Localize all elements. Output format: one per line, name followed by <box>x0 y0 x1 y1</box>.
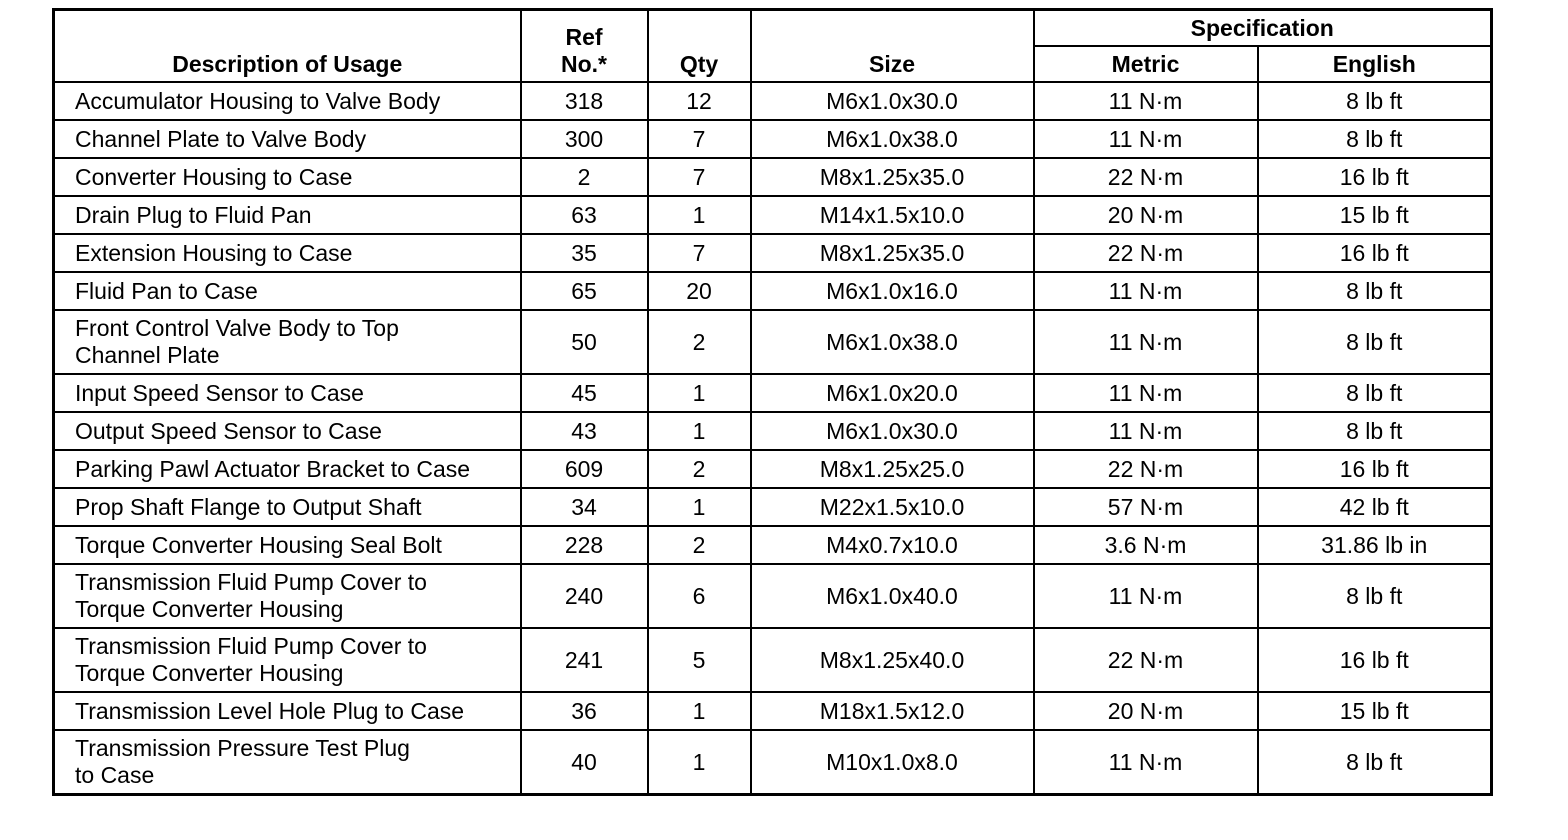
cell-size: M8x1.25x40.0 <box>751 628 1034 692</box>
cell-ref-no: 45 <box>521 374 648 412</box>
cell-description <box>54 310 521 374</box>
description-line: Transmission Pressure Test Plug <box>75 735 410 761</box>
cell-description <box>54 488 521 526</box>
cell-metric: 22 N·m <box>1034 450 1258 488</box>
cell-ref-no: 241 <box>521 628 648 692</box>
cell-qty: 1 <box>648 730 751 795</box>
cell-qty: 1 <box>648 196 751 234</box>
table-row <box>54 158 1492 196</box>
cell-size: M18x1.5x12.0 <box>751 692 1034 730</box>
table-row <box>54 234 1492 272</box>
cell-size: M6x1.0x38.0 <box>751 120 1034 158</box>
cell-qty: 1 <box>648 412 751 450</box>
cell-english: 8 lb ft <box>1258 82 1492 120</box>
cell-english: 8 lb ft <box>1258 272 1492 310</box>
cell-size: M14x1.5x10.0 <box>751 196 1034 234</box>
cell-qty: 1 <box>648 692 751 730</box>
cell-english: 8 lb ft <box>1258 412 1492 450</box>
cell-size: M8x1.25x35.0 <box>751 234 1034 272</box>
table-row <box>54 374 1492 412</box>
cell-metric: 11 N·m <box>1034 82 1258 120</box>
description-line: Input Speed Sensor to Case <box>75 379 364 406</box>
cell-metric: 11 N·m <box>1034 412 1258 450</box>
table-header <box>54 10 1492 83</box>
cell-metric: 3.6 N·m <box>1034 526 1258 564</box>
description-line: Output Speed Sensor to Case <box>75 417 382 444</box>
cell-metric: 11 N·m <box>1034 310 1258 374</box>
header-specification: Specification <box>1034 10 1492 47</box>
cell-metric: 20 N·m <box>1034 692 1258 730</box>
cell-metric: 11 N·m <box>1034 374 1258 412</box>
header-row-top <box>54 10 1492 47</box>
cell-metric: 20 N·m <box>1034 196 1258 234</box>
cell-english: 8 lb ft <box>1258 120 1492 158</box>
table-row <box>54 272 1492 310</box>
cell-description <box>54 450 521 488</box>
header-qty: Qty <box>648 10 751 83</box>
cell-size: M6x1.0x30.0 <box>751 82 1034 120</box>
cell-size: M10x1.0x8.0 <box>751 730 1034 795</box>
table-row <box>54 730 1492 795</box>
cell-metric: 11 N·m <box>1034 730 1258 795</box>
cell-size: M6x1.0x40.0 <box>751 564 1034 628</box>
cell-description <box>54 564 521 628</box>
description-line: Torque Converter Housing <box>75 660 344 686</box>
description-line: Prop Shaft Flange to Output Shaft <box>75 493 422 520</box>
table-row <box>54 82 1492 120</box>
description-line: Parking Pawl Actuator Bracket to Case <box>75 455 471 482</box>
description-line: Drain Plug to Fluid Pan <box>75 201 312 228</box>
table-body <box>54 82 1492 795</box>
cell-qty: 7 <box>648 234 751 272</box>
cell-english: 8 lb ft <box>1258 730 1492 795</box>
cell-ref-no: 36 <box>521 692 648 730</box>
cell-english: 16 lb ft <box>1258 234 1492 272</box>
cell-metric: 22 N·m <box>1034 158 1258 196</box>
description-line: Torque Converter Housing <box>75 596 344 622</box>
cell-qty: 7 <box>648 158 751 196</box>
cell-ref-no: 300 <box>521 120 648 158</box>
cell-description <box>54 120 521 158</box>
table-row <box>54 526 1492 564</box>
cell-qty: 6 <box>648 564 751 628</box>
header-description: Description of Usage <box>54 10 521 83</box>
description-line: Converter Housing to Case <box>75 163 353 190</box>
cell-size: M6x1.0x20.0 <box>751 374 1034 412</box>
description-line: Channel Plate to Valve Body <box>75 125 367 152</box>
cell-english: 16 lb ft <box>1258 628 1492 692</box>
cell-size: M6x1.0x38.0 <box>751 310 1034 374</box>
cell-metric: 22 N·m <box>1034 234 1258 272</box>
cell-qty: 12 <box>648 82 751 120</box>
description-line: Transmission Fluid Pump Cover to <box>75 633 427 659</box>
cell-ref-no: 40 <box>521 730 648 795</box>
description-line: Transmission Fluid Pump Cover to <box>75 569 427 595</box>
description-line: Torque Converter Housing Seal Bolt <box>75 531 442 558</box>
table-row <box>54 692 1492 730</box>
cell-qty: 1 <box>648 488 751 526</box>
table-row <box>54 450 1492 488</box>
cell-qty: 2 <box>648 526 751 564</box>
fastener-specification-table <box>52 8 1493 796</box>
cell-english: 15 lb ft <box>1258 196 1492 234</box>
header-ref-line1: Ref <box>565 24 603 50</box>
cell-qty: 1 <box>648 374 751 412</box>
cell-ref-no: 228 <box>521 526 648 564</box>
cell-metric: 11 N·m <box>1034 564 1258 628</box>
cell-ref-no: 35 <box>521 234 648 272</box>
description-line: Fluid Pan to Case <box>75 277 258 304</box>
cell-ref-no: 34 <box>521 488 648 526</box>
cell-size: M22x1.5x10.0 <box>751 488 1034 526</box>
cell-qty: 5 <box>648 628 751 692</box>
cell-description <box>54 374 521 412</box>
table-row <box>54 412 1492 450</box>
cell-description <box>54 234 521 272</box>
cell-metric: 11 N·m <box>1034 120 1258 158</box>
cell-ref-no: 43 <box>521 412 648 450</box>
cell-ref-no: 318 <box>521 82 648 120</box>
cell-size: M4x0.7x10.0 <box>751 526 1034 564</box>
cell-english: 8 lb ft <box>1258 564 1492 628</box>
cell-description <box>54 196 521 234</box>
table-row <box>54 120 1492 158</box>
description-line: Extension Housing to Case <box>75 239 353 266</box>
header-english: English <box>1258 46 1492 82</box>
cell-description <box>54 692 521 730</box>
cell-ref-no: 65 <box>521 272 648 310</box>
header-metric: Metric <box>1034 46 1258 82</box>
cell-english: 15 lb ft <box>1258 692 1492 730</box>
table-row <box>54 196 1492 234</box>
description-line: Accumulator Housing to Valve Body <box>75 87 441 114</box>
cell-metric: 57 N·m <box>1034 488 1258 526</box>
description-line: Transmission Level Hole Plug to Case <box>75 697 465 724</box>
cell-english: 42 lb ft <box>1258 488 1492 526</box>
cell-qty: 20 <box>648 272 751 310</box>
cell-description <box>54 158 521 196</box>
cell-metric: 22 N·m <box>1034 628 1258 692</box>
cell-size: M8x1.25x35.0 <box>751 158 1034 196</box>
cell-english: 16 lb ft <box>1258 450 1492 488</box>
header-ref-no <box>521 10 648 83</box>
cell-english: 16 lb ft <box>1258 158 1492 196</box>
cell-ref-no: 63 <box>521 196 648 234</box>
description-line: to Case <box>75 762 155 788</box>
header-size: Size <box>751 10 1034 83</box>
cell-qty: 2 <box>648 450 751 488</box>
table-row <box>54 628 1492 692</box>
cell-ref-no: 240 <box>521 564 648 628</box>
table-row <box>54 310 1492 374</box>
cell-description <box>54 272 521 310</box>
cell-english: 8 lb ft <box>1258 374 1492 412</box>
cell-size: M6x1.0x30.0 <box>751 412 1034 450</box>
table-row <box>54 488 1492 526</box>
cell-ref-no: 609 <box>521 450 648 488</box>
cell-description <box>54 628 521 692</box>
description-line: Front Control Valve Body to Top <box>75 315 399 341</box>
cell-qty: 2 <box>648 310 751 374</box>
cell-english: 8 lb ft <box>1258 310 1492 374</box>
cell-metric: 11 N·m <box>1034 272 1258 310</box>
cell-description <box>54 526 521 564</box>
cell-size: M6x1.0x16.0 <box>751 272 1034 310</box>
table-row <box>54 564 1492 628</box>
cell-qty: 7 <box>648 120 751 158</box>
cell-description <box>54 730 521 795</box>
cell-ref-no: 50 <box>521 310 648 374</box>
header-ref-line2: No.* <box>561 51 607 77</box>
cell-description <box>54 82 521 120</box>
cell-ref-no: 2 <box>521 158 648 196</box>
cell-english: 31.86 lb in <box>1258 526 1492 564</box>
cell-size: M8x1.25x25.0 <box>751 450 1034 488</box>
description-line: Channel Plate <box>75 342 220 368</box>
cell-description <box>54 412 521 450</box>
